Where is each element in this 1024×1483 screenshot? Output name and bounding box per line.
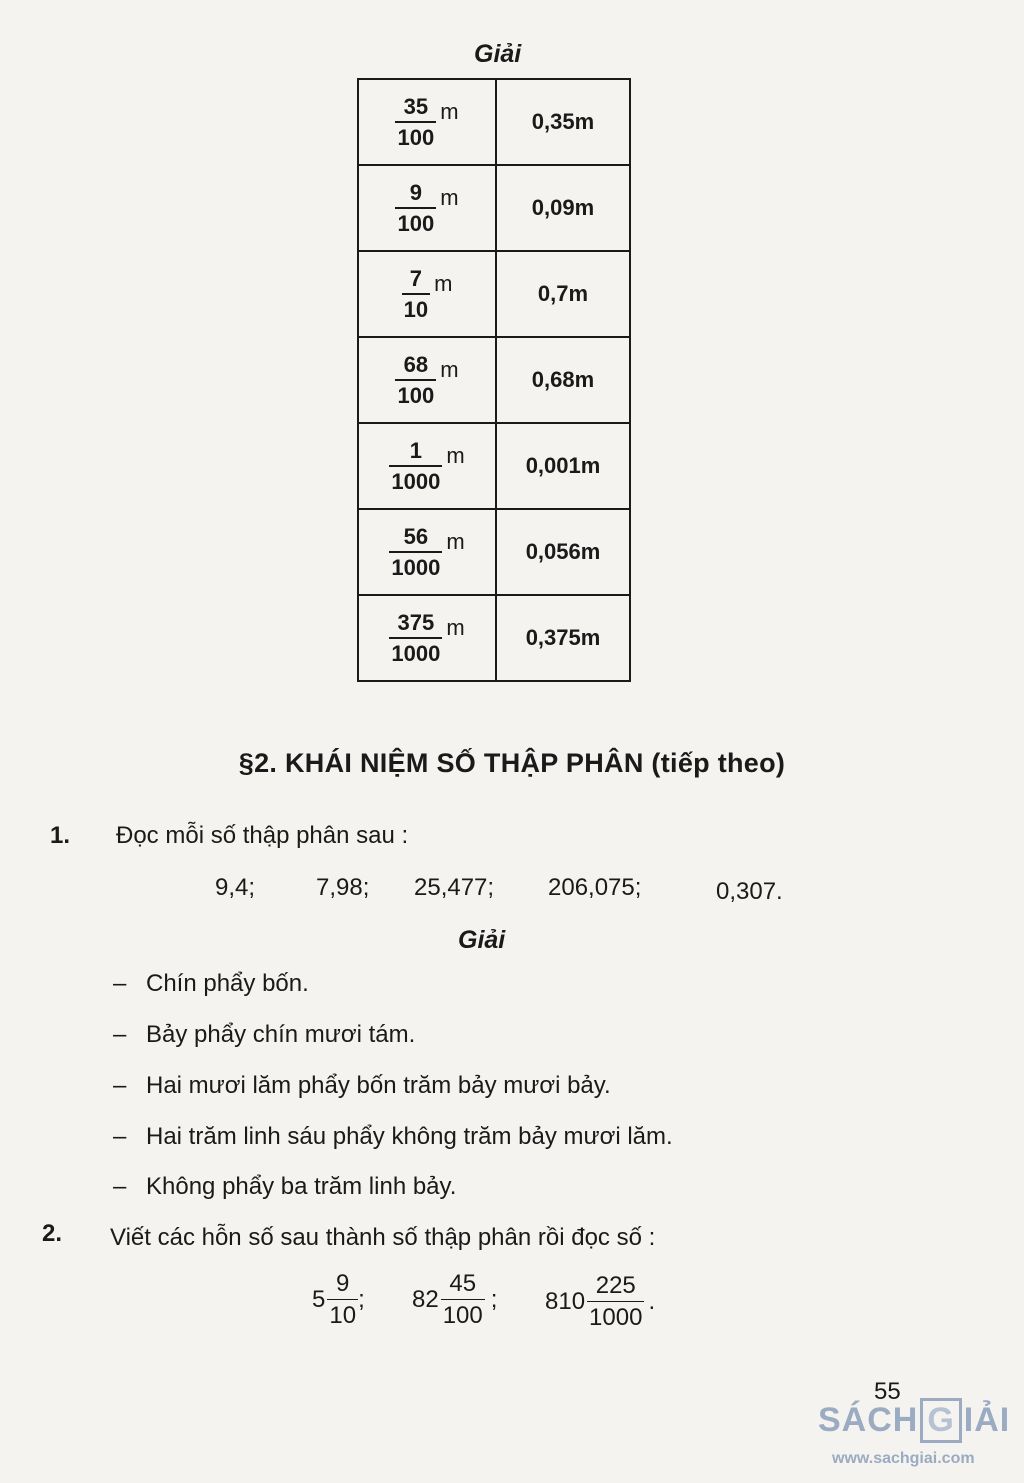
decimal-cell: 0,68m [496, 337, 630, 423]
table-row [358, 337, 630, 423]
bullet-dash: – [113, 1173, 127, 1200]
watermark-url: www.sachgiai.com [832, 1450, 975, 1467]
unit: m [440, 357, 459, 382]
mixed-whole: 82 [412, 1285, 439, 1313]
decimal-cell: 0,09m [496, 165, 630, 251]
solution-heading-ex1: Giải [458, 926, 506, 954]
fraction-conversion-table [357, 78, 631, 682]
mixed-number [412, 1270, 497, 1329]
bullet-dash: – [113, 970, 127, 997]
fraction-cell [358, 423, 496, 509]
solution-heading-top: Giải [474, 40, 522, 68]
decimal-number: 25,477; [414, 874, 495, 901]
mixed-denominator: 100 [441, 1299, 485, 1330]
fraction-cell [358, 595, 496, 681]
denominator: 100 [395, 121, 436, 150]
watermark-box: G [920, 1398, 961, 1443]
table-row [358, 595, 630, 681]
watermark-right: IẢI [963, 1401, 1011, 1439]
mixed-numerator: 225 [595, 1272, 636, 1299]
decimal-cell: 0,7m [496, 251, 630, 337]
fraction-cell [358, 79, 496, 165]
unit: m [440, 99, 459, 124]
mixed-whole: 5 [312, 1285, 326, 1313]
table-row [358, 509, 630, 595]
section-title: §2. KHÁI NIỆM SỐ THẬP PHÂN (tiếp theo) [238, 748, 786, 778]
page-number: 55 [874, 1378, 901, 1405]
mixed-number [312, 1270, 365, 1329]
mixed-denominator: 1000 [587, 1301, 644, 1332]
denominator: 100 [395, 379, 436, 408]
unit: m [434, 271, 453, 296]
watermark-left: SÁCH [818, 1401, 919, 1439]
watermark-logo [818, 1398, 1010, 1443]
denominator: 1000 [389, 551, 442, 580]
exercise-2-number: 2. [42, 1220, 63, 1247]
decimal-number: 206,075; [548, 874, 642, 901]
numerator: 68 [403, 351, 429, 377]
unit: m [446, 443, 465, 468]
denominator: 1000 [389, 465, 442, 494]
mixed-separator: ; [490, 1285, 498, 1313]
denominator: 100 [395, 207, 436, 236]
numerator: 9 [409, 179, 422, 205]
bullet-dash: – [113, 1072, 127, 1099]
mixed-numerator: 45 [449, 1270, 477, 1297]
decimal-number: 0,307. [716, 878, 783, 905]
table-row [358, 79, 630, 165]
mixed-number [545, 1272, 655, 1331]
answer-line: Bảy phẩy chín mươi tám. [146, 1021, 416, 1048]
fraction-cell [358, 165, 496, 251]
fraction-cell [358, 337, 496, 423]
denominator: 1000 [389, 637, 442, 666]
unit: m [446, 615, 465, 640]
answer-line: Chín phẩy bốn. [146, 970, 309, 997]
decimal-cell: 0,001m [496, 423, 630, 509]
mixed-denominator: 10 [327, 1299, 358, 1330]
answer-line: Không phẩy ba trăm linh bảy. [146, 1173, 457, 1200]
denominator: 10 [402, 293, 430, 322]
mixed-numerator: 9 [336, 1270, 350, 1297]
decimal-cell: 0,375m [496, 595, 630, 681]
exercise-1-prompt: Đọc mỗi số thập phân sau : [116, 822, 409, 849]
mixed-whole: 810 [545, 1287, 586, 1315]
decimal-number: 7,98; [316, 874, 370, 901]
unit: m [440, 185, 459, 210]
exercise-1-number: 1. [50, 822, 71, 849]
table-row [358, 165, 630, 251]
numerator: 35 [403, 93, 429, 119]
mixed-separator: ; [358, 1285, 365, 1313]
numerator: 56 [403, 523, 429, 549]
decimal-cell: 0,056m [496, 509, 630, 595]
numerator: 1 [409, 437, 422, 463]
mixed-separator: . [648, 1287, 656, 1315]
decimal-cell: 0,35m [496, 79, 630, 165]
answer-line: Hai trăm linh sáu phẩy không trăm bảy mươi lăm. [146, 1123, 673, 1150]
unit: m [446, 529, 465, 554]
numerator: 375 [397, 609, 435, 635]
answer-line: Hai mươi lăm phẩy bốn trăm bảy mươi bảy. [146, 1072, 611, 1099]
bullet-dash: – [113, 1123, 127, 1150]
fraction-cell [358, 509, 496, 595]
table-row [358, 251, 630, 337]
bullet-dash: – [113, 1021, 127, 1048]
decimal-number: 9,4; [215, 874, 256, 901]
exercise-2-prompt: Viết các hỗn số sau thành số thập phân rồi đọc số : [110, 1224, 656, 1251]
numerator: 7 [409, 265, 422, 291]
table-row [358, 423, 630, 509]
fraction-cell [358, 251, 496, 337]
